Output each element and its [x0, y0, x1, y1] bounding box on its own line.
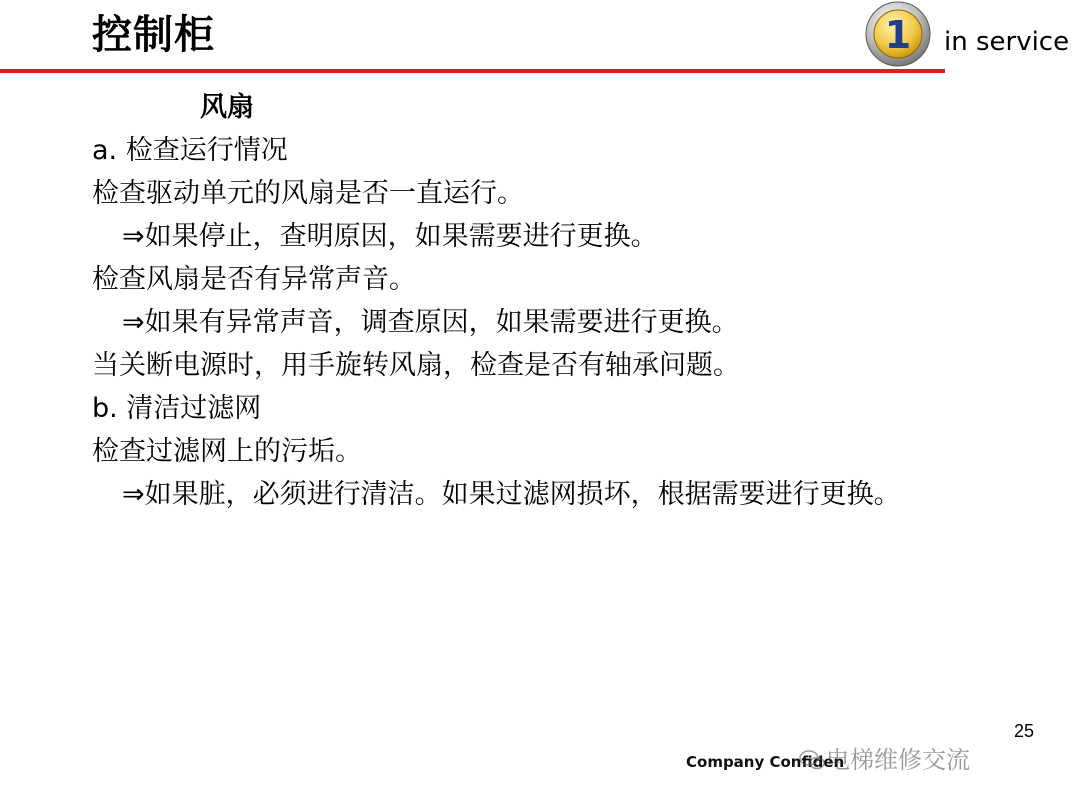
body-line: 检查风扇是否有异常声音。 — [92, 264, 416, 295]
body-line: a. 检查运行情况 — [92, 135, 288, 166]
in-service-label: in service — [944, 27, 1070, 57]
slide-footer — [686, 746, 1056, 780]
title-divider — [0, 69, 945, 73]
chat-bubble-icon — [798, 748, 826, 772]
slide-title: 控制柜 — [92, 12, 215, 58]
badge-number: 1 — [884, 13, 912, 57]
body-line: 检查驱动单元的风扇是否一直运行。 — [92, 178, 524, 209]
body-line: ⇒如果脏，必须进行清洁。如果过滤网损坏，根据需要进行更换。 — [122, 479, 901, 510]
watermark-text: 电梯维修交流 — [826, 746, 970, 774]
body-line: ⇒如果停止，查明原因，如果需要进行更换。 — [122, 221, 658, 252]
section-heading: 风扇 — [200, 92, 254, 123]
body-line: 检查过滤网上的污垢。 — [92, 436, 362, 467]
body-line: 当关断电源时，用手旋转风扇，检查是否有轴承问题。 — [92, 350, 740, 381]
page-number: 25 — [1013, 721, 1034, 741]
body-line: b. 清洁过滤网 — [92, 393, 262, 424]
slide-body — [92, 86, 1052, 516]
number-badge-icon — [862, 0, 934, 68]
title-divider-bar — [0, 69, 945, 73]
footer-confidential-text: Company Confiden — [686, 753, 845, 771]
body-line: ⇒如果有异常声音，调查原因，如果需要进行更换。 — [122, 307, 739, 338]
